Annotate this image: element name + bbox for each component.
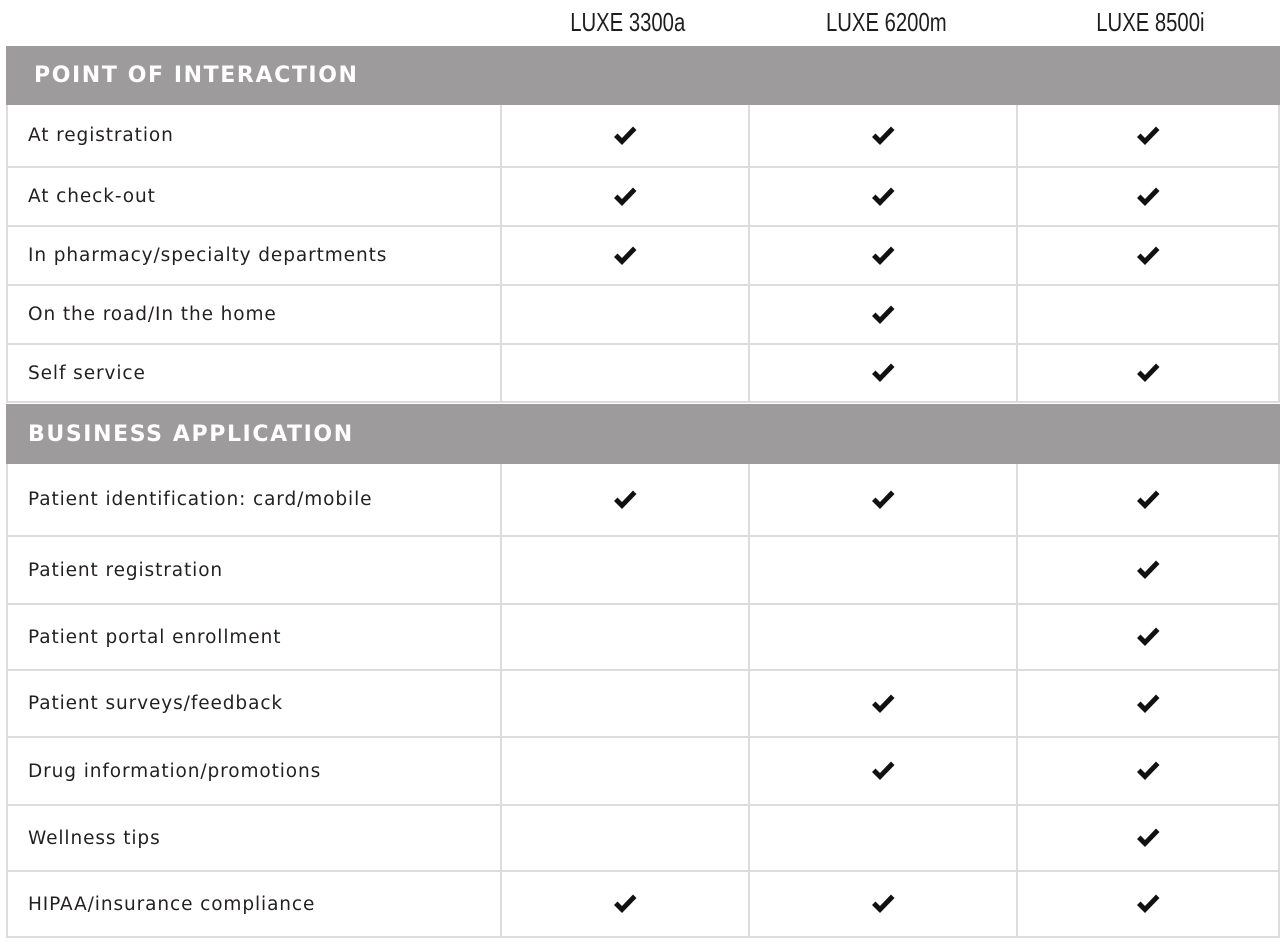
model-cell-0: [502, 286, 750, 343]
model-header-1: LUXE 6200m: [825, 7, 947, 37]
table-row: [6, 738, 1280, 806]
model-cell-2: [1018, 605, 1278, 669]
check-icon: [871, 304, 895, 326]
table-row: [6, 105, 1280, 168]
row-label: On the road/In the home: [8, 286, 502, 343]
model-cell-0: [502, 537, 750, 603]
section-header: [6, 404, 1280, 464]
model-cell-1: [750, 345, 1018, 401]
model-cell-0: [502, 605, 750, 669]
check-icon: [613, 893, 637, 915]
model-cell-2: [1018, 671, 1278, 736]
check-icon: [613, 125, 637, 147]
table-row: [6, 872, 1280, 938]
check-icon: [1136, 559, 1160, 581]
model-cell-1: [750, 537, 1018, 603]
model-cell-1: [750, 105, 1018, 166]
section-title: POINT OF INTERACTION: [34, 63, 359, 88]
row-label: Patient surveys/feedback: [8, 671, 502, 736]
model-header-0: LUXE 3300a: [570, 7, 686, 37]
model-cell-1: [750, 738, 1018, 804]
check-icon: [613, 245, 637, 267]
check-icon: [1136, 489, 1160, 511]
table-row: [6, 345, 1280, 403]
check-icon: [871, 693, 895, 715]
model-cell-1: [750, 806, 1018, 870]
table-row: [6, 605, 1280, 671]
model-cell-2: [1018, 286, 1278, 343]
model-cell-1: [750, 168, 1018, 225]
model-cell-0: [502, 806, 750, 870]
check-icon: [1136, 626, 1160, 648]
check-icon: [1136, 362, 1160, 384]
model-cell-2: [1018, 738, 1278, 804]
row-label: HIPAA/insurance compliance: [8, 872, 502, 936]
model-cell-0: [502, 345, 750, 401]
row-label: In pharmacy/specialty departments: [8, 227, 502, 284]
check-icon: [613, 186, 637, 208]
model-cell-0: [502, 105, 750, 166]
check-icon: [1136, 245, 1160, 267]
model-cell-2: [1018, 168, 1278, 225]
model-cell-2: [1018, 345, 1278, 401]
model-cell-2: [1018, 806, 1278, 870]
check-icon: [1136, 186, 1160, 208]
model-header-2: LUXE 8500i: [1095, 7, 1205, 37]
check-icon: [1136, 893, 1160, 915]
model-cell-1: [750, 464, 1018, 535]
check-icon: [871, 760, 895, 782]
table-row: [6, 464, 1280, 537]
row-label: Patient registration: [8, 537, 502, 603]
model-cell-1: [750, 872, 1018, 936]
check-icon: [1136, 827, 1160, 849]
model-cell-0: [502, 168, 750, 225]
row-label: Patient portal enrollment: [8, 605, 502, 669]
table-row: [6, 537, 1280, 605]
model-cell-2: [1018, 872, 1278, 936]
row-label: Drug information/promotions: [8, 738, 502, 804]
check-icon: [1136, 125, 1160, 147]
row-label: Self service: [8, 345, 502, 401]
check-icon: [871, 893, 895, 915]
row-label: Patient identification: card/mobile: [8, 464, 502, 535]
check-icon: [613, 489, 637, 511]
model-cell-2: [1018, 464, 1278, 535]
model-cell-1: [750, 286, 1018, 343]
table-row: [6, 286, 1280, 345]
row-label: At check-out: [8, 168, 502, 225]
table-row: [6, 806, 1280, 872]
check-icon: [871, 489, 895, 511]
check-icon: [1136, 693, 1160, 715]
row-label: Wellness tips: [8, 806, 502, 870]
table-row: [6, 227, 1280, 286]
section-title: BUSINESS APPLICATION: [28, 421, 354, 447]
model-cell-0: [502, 872, 750, 936]
model-cell-1: [750, 227, 1018, 284]
model-cell-1: [750, 671, 1018, 736]
check-icon: [871, 245, 895, 267]
model-cell-0: [502, 227, 750, 284]
model-cell-0: [502, 671, 750, 736]
check-icon: [871, 362, 895, 384]
table-row: [6, 671, 1280, 738]
model-cell-0: [502, 738, 750, 804]
model-cell-2: [1018, 227, 1278, 284]
table-row: [6, 168, 1280, 227]
check-icon: [871, 125, 895, 147]
model-cell-0: [502, 464, 750, 535]
model-cell-2: [1018, 537, 1278, 603]
check-icon: [1136, 760, 1160, 782]
row-label: At registration: [8, 105, 502, 166]
section-header: [6, 46, 1280, 105]
model-cell-1: [750, 605, 1018, 669]
check-icon: [871, 186, 895, 208]
model-cell-2: [1018, 105, 1278, 166]
